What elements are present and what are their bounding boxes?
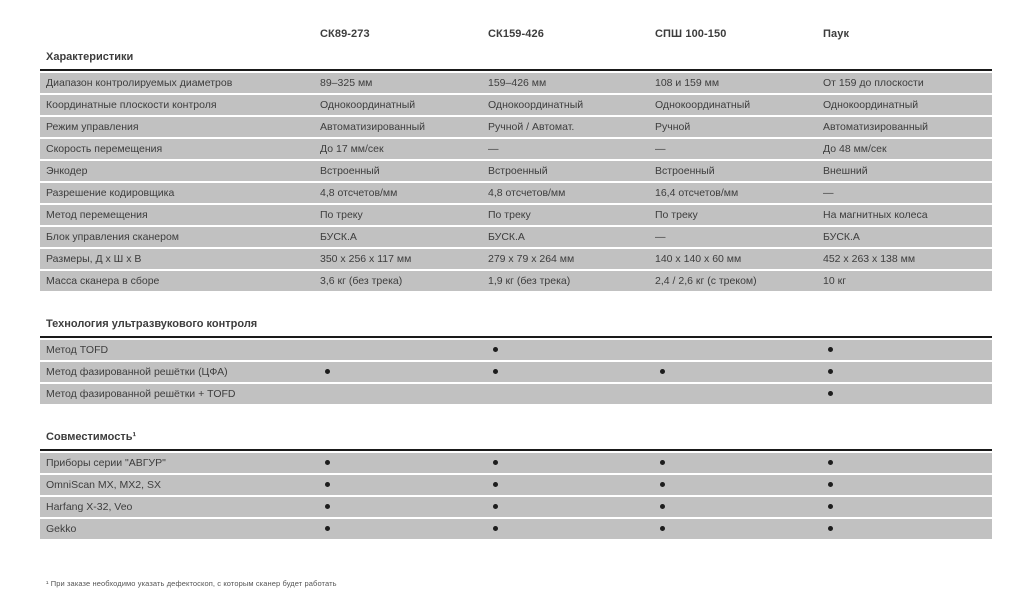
feature-dot-icon <box>828 347 833 352</box>
table-section-3 <box>40 431 992 539</box>
spec-value-cell: До 48 мм/сек <box>823 143 887 155</box>
spec-label: Диапазон контролируемых диаметров <box>46 77 233 89</box>
spec-value-cell <box>655 362 823 382</box>
spec-value-cell: 452 x 263 x 138 мм <box>823 253 916 265</box>
spec-value-cell: От 159 до плоскости <box>823 77 924 89</box>
spec-value-cell: 4,8 отсчетов/мм <box>320 187 398 199</box>
spec-value-cell: Ручной / Автомат. <box>488 121 575 133</box>
spec-label: Приборы серии "АВГУР" <box>46 457 166 469</box>
spec-value-cell <box>823 519 992 539</box>
spec-value-cell: Ручной <box>655 121 691 133</box>
table-row <box>40 384 992 404</box>
feature-dot-icon <box>660 369 665 374</box>
spec-value-cell: 350 x 256 x 117 мм <box>320 253 412 265</box>
spec-value-cell: Внешний <box>823 165 868 177</box>
spec-value-cell: Однокоординатный <box>655 99 751 111</box>
spec-label: Режим управления <box>46 121 139 133</box>
spec-value-cell: 140 x 140 x 60 мм <box>655 253 742 265</box>
spec-value-cell: Автоматизированный <box>320 121 426 133</box>
table-row <box>40 95 992 115</box>
spec-value-cell <box>823 384 992 404</box>
spec-value-cell: 89–325 мм <box>320 77 373 89</box>
spec-label: Gekko <box>46 523 77 535</box>
spec-value-cell <box>488 453 655 473</box>
spec-label: Разрешение кодировщика <box>46 187 175 199</box>
feature-dot-icon <box>660 526 665 531</box>
feature-dot-icon <box>493 482 498 487</box>
spec-value-cell <box>655 519 823 539</box>
spec-label: Метод TOFD <box>46 344 109 356</box>
feature-dot-icon <box>493 369 498 374</box>
spec-value-cell: 279 x 79 x 264 мм <box>488 253 575 265</box>
feature-dot-icon <box>493 504 498 509</box>
spec-value-cell: Встроенный <box>488 165 548 177</box>
spec-value-cell <box>823 362 992 382</box>
section-title: Технология ультразвукового контроля <box>40 318 992 338</box>
table-row <box>40 161 992 181</box>
feature-dot-icon <box>493 526 498 531</box>
spec-value-cell <box>823 497 992 517</box>
spec-value-cell: 108 и 159 мм <box>655 77 720 89</box>
column-header-1: СК89-273 <box>320 28 370 40</box>
column-header-4: Паук <box>823 28 850 40</box>
table-row <box>40 227 992 247</box>
feature-dot-icon <box>828 504 833 509</box>
feature-dot-icon <box>325 482 330 487</box>
table-row <box>40 340 992 360</box>
table-row <box>40 117 992 137</box>
table-row <box>40 139 992 159</box>
column-header-2: СК159-426 <box>488 28 544 40</box>
spec-value-cell: Встроенный <box>320 165 380 177</box>
spec-value-cell: Однокоординатный <box>823 99 919 111</box>
spec-label: Размеры, Д х Ш х В <box>46 253 142 265</box>
spec-value-cell <box>823 340 992 360</box>
spec-value-cell: Однокоординатный <box>320 99 416 111</box>
table-row <box>40 497 992 517</box>
feature-dot-icon <box>325 504 330 509</box>
table-section-1 <box>40 51 992 291</box>
table-sections <box>40 51 992 539</box>
spec-label: Метод фазированной решётки (ЦФА) <box>46 366 228 378</box>
spec-value-cell: 10 кг <box>823 275 847 287</box>
spec-value-cell: — <box>655 143 666 155</box>
feature-dot-icon <box>828 369 833 374</box>
feature-dot-icon <box>325 369 330 374</box>
spec-value-cell: По треку <box>488 209 531 221</box>
spec-label: Масса сканера в сборе <box>46 275 160 287</box>
feature-dot-icon <box>325 526 330 531</box>
feature-dot-icon <box>660 460 665 465</box>
spec-value-cell <box>320 497 488 517</box>
spec-value-cell <box>320 519 488 539</box>
spec-value-cell: БУСК.А <box>823 231 860 243</box>
column-headers-row <box>40 28 992 41</box>
spec-value-cell <box>488 497 655 517</box>
spec-label: Координатные плоскости контроля <box>46 99 217 111</box>
spec-value-cell: По треку <box>655 209 698 221</box>
spec-label: Энкодер <box>46 165 88 177</box>
table-row <box>40 249 992 269</box>
spec-value-cell: Встроенный <box>655 165 715 177</box>
feature-dot-icon <box>493 347 498 352</box>
spec-value-cell <box>655 475 823 495</box>
table-row <box>40 205 992 225</box>
spec-value-cell <box>488 519 655 539</box>
feature-dot-icon <box>325 460 330 465</box>
table-row <box>40 362 992 382</box>
spec-value-cell: 2,4 / 2,6 кг (с треком) <box>655 275 757 287</box>
spec-value-cell <box>488 362 655 382</box>
table-row <box>40 519 992 539</box>
spec-value-cell: 4,8 отсчетов/мм <box>488 187 566 199</box>
spec-value-cell: 159–426 мм <box>488 77 547 89</box>
feature-dot-icon <box>493 460 498 465</box>
spec-value-cell: БУСК.А <box>320 231 357 243</box>
spec-value-cell <box>320 475 488 495</box>
spec-value-cell: Автоматизированный <box>823 121 929 133</box>
spec-value-cell: — <box>655 231 666 243</box>
feature-dot-icon <box>828 391 833 396</box>
spec-value-cell <box>320 362 488 382</box>
table-row <box>40 271 992 291</box>
column-header-3: СПШ 100-150 <box>655 28 727 40</box>
spec-value-cell <box>823 453 992 473</box>
spec-label: OmniScan MX, MX2, SX <box>46 479 161 491</box>
spec-value-cell: До 17 мм/сек <box>320 143 384 155</box>
spec-value-cell: — <box>488 143 499 155</box>
spec-label: Блок управления сканером <box>46 231 180 243</box>
table-row <box>40 475 992 495</box>
section-title: Характеристики <box>40 51 992 71</box>
table-section-2 <box>40 318 992 404</box>
feature-dot-icon <box>828 482 833 487</box>
spec-value-cell: БУСК.А <box>488 231 525 243</box>
spec-value-cell <box>823 475 992 495</box>
spec-value-cell: На магнитных колеса <box>823 209 928 221</box>
spec-value-cell: 3,6 кг (без трека) <box>320 275 403 287</box>
spec-label: Метод перемещения <box>46 209 148 221</box>
feature-dot-icon <box>828 526 833 531</box>
spec-value-cell <box>655 497 823 517</box>
spec-value-cell <box>488 475 655 495</box>
footnote: ¹ При заказе необходимо указать дефектоскоп, с которым сканер будет работать <box>46 579 337 588</box>
spec-value-cell: По треку <box>320 209 363 221</box>
spec-value-cell: 16,4 отсчетов/мм <box>655 187 739 199</box>
spec-label: Метод фазированной решётки + TOFD <box>46 388 236 400</box>
table-row <box>40 453 992 473</box>
section-title: Совместимость¹ <box>40 431 992 451</box>
spec-label: Harfang X-32, Veo <box>46 501 133 513</box>
spec-label: Скорость перемещения <box>46 143 163 155</box>
spec-value-cell <box>488 340 655 360</box>
spec-value-cell <box>320 453 488 473</box>
feature-dot-icon <box>660 504 665 509</box>
feature-dot-icon <box>660 482 665 487</box>
spec-value-cell: Однокоординатный <box>488 99 584 111</box>
spec-value-cell: — <box>823 187 834 199</box>
spec-value-cell: 1,9 кг (без трека) <box>488 275 571 287</box>
feature-dot-icon <box>828 460 833 465</box>
spec-value-cell <box>655 453 823 473</box>
table-row <box>40 73 992 93</box>
comparison-table <box>40 0 992 588</box>
table-row <box>40 183 992 203</box>
